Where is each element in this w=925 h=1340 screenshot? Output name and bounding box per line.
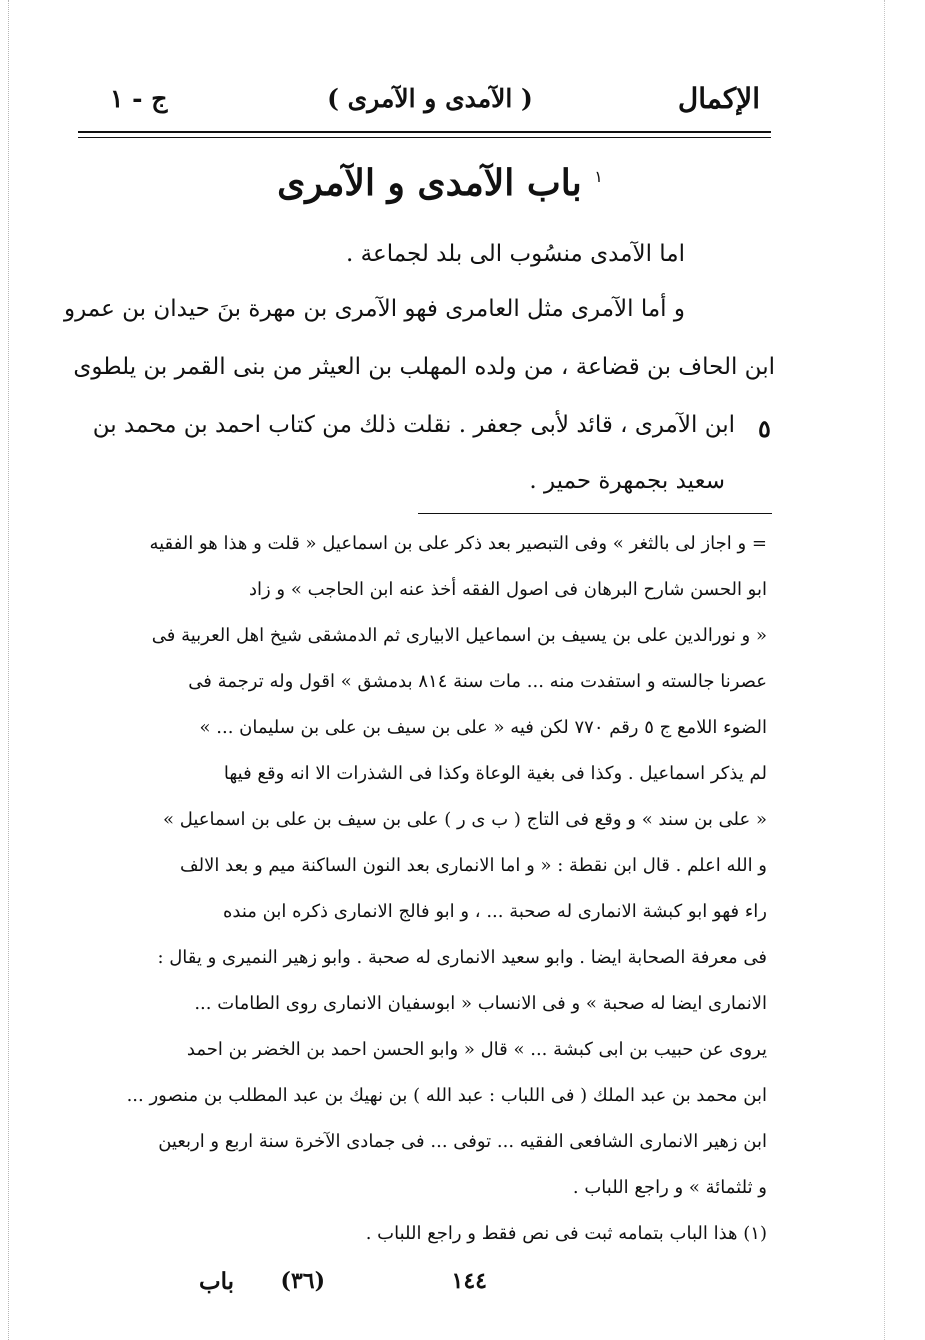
running-header — [90, 82, 770, 128]
folio-number: (٣٦) — [280, 1268, 325, 1294]
footnote-line: الانمارى ايضا له صحبة » و فى الانساب « ابوسفيان الانمارى روى الطامات ... — [194, 993, 767, 1014]
chapter-title — [200, 162, 680, 204]
footnote-line: راء فهو ابو كبشة الانمارى له صحبة ... ، و ابو فالج الانمارى ذكره ابن منده — [223, 901, 767, 922]
footnote-line: ابن محمد بن عبد الملك ( فى اللباب : عبد الله ) بن نهيك بن عبد المطلب بن منصور ... — [126, 1085, 767, 1106]
page-number: ١٤٤ — [451, 1268, 487, 1294]
scan-edge-right — [884, 0, 885, 1340]
book-title: الإكمال — [677, 82, 760, 115]
body-line: سعيد بجمهرة حمير . — [529, 468, 725, 494]
header-rule-thick — [78, 131, 771, 133]
footnote-line: الضوء اللامع ج ٥ رقم ٧٧٠ لكن فيه « على بن سيف بن على بن سليمان ... » — [199, 717, 767, 738]
volume-label: ج - ١ — [110, 84, 168, 113]
footnote-line: « و نورالدين على بن يسيف بن اسماعيل الابيارى ثم الدمشقى شيخ اهل العربية فى — [151, 625, 767, 646]
line-number: ٥ — [758, 414, 771, 443]
body-line: و أما الآمرى مثل العامرى فهو الآمرى بن مهرة بنَ حيدان بن عمرو — [64, 296, 685, 322]
footnote-line: ابو الحسن شارح البرهان فى اصول الفقه أخذ عنه ابن الحاجب » و زاد — [248, 579, 767, 600]
footnote-line: (١) هذا الباب بتمامه ثبت فى نص فقط و راجع اللباب . — [365, 1223, 767, 1244]
header-rule-thin — [78, 137, 771, 138]
page-footer — [90, 1268, 770, 1304]
footnote-line: و الله اعلم . قال ابن نقطة : « و اما الانمارى بعد النون الساكنة ميم و بعد الالف — [180, 855, 767, 876]
footnote-line: لم يذكر اسماعيل . وكذا فى بغية الوعاة وكذا فى الشذرات الا انه وقع فيها — [223, 763, 767, 784]
chapter-note-marker: ١ — [594, 167, 603, 186]
chapter-title-text: باب الآمدى و الآمرى — [277, 162, 582, 204]
footnote-line: = و اجاز لى بالثغر » وفى التبصير بعد ذكر على بن اسماعيل « قلت و هذا هو الفقيه — [149, 533, 767, 554]
footnote-line: عصرنا جالسته و استفدت منه ... مات سنة ٨١٤ بدمشق » اقول وله ترجمة فى — [188, 671, 767, 692]
footnote-line: يروى عن حبيب بن ابى كبشة ... » قال « وابو الحسن احمد بن الخضر بن احمد — [186, 1039, 767, 1060]
catchword: باب — [198, 1268, 234, 1295]
footnote-line: و ثلثمائة » و راجع اللباب . — [572, 1177, 767, 1198]
footnote-line: ابن زهير الانمارى الشافعى الفقيه ... توفى ... فى جمادى الآخرة سنة اربع و اربعين — [158, 1131, 767, 1152]
body-line: اما الآمدى منسُوب الى بلد لجماعة . — [346, 241, 685, 267]
body-line: ابن الحاف بن قضاعة ، من ولده المهلب بن العيثر من بنى القمر بن يلطوى — [73, 354, 775, 380]
footnote-separator — [418, 513, 772, 514]
footnote-line: فى معرفة الصحابة ايضا . وابو سعيد الانمارى له صحبة . وابو زهير النميرى و يقال : — [157, 947, 767, 968]
footnote-line: « على بن سند » و وقع فى التاج ( ب ى ر ) على بن سيف بن على بن اسماعيل » — [162, 809, 767, 830]
section-title: ( الآمدى و الآمرى ) — [327, 84, 533, 113]
body-line: ابن الآمرى ، قائد لأبى جعفر . نقلت ذلك من كتاب احمد بن محمد بن — [92, 412, 735, 438]
scan-edge-left — [8, 0, 9, 1340]
